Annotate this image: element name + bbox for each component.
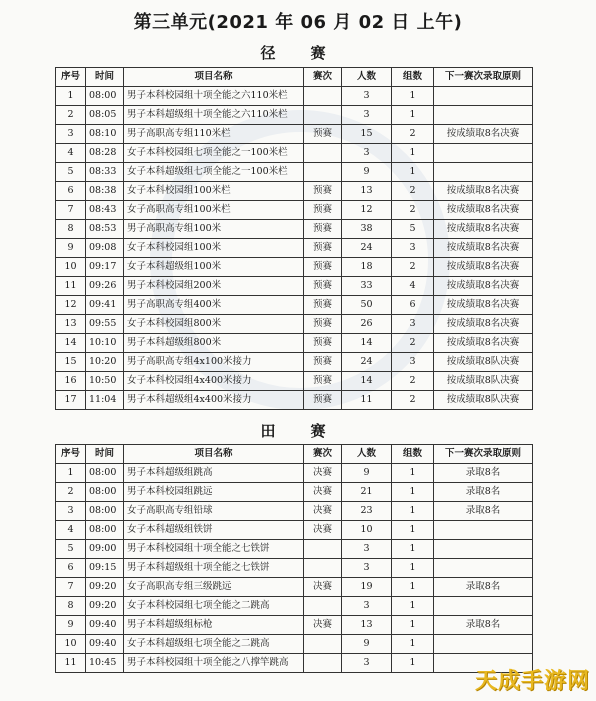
cell-rule: 按成绩取8名决赛 [434, 220, 533, 239]
cell-time: 09:40 [86, 635, 124, 654]
cell-round [304, 597, 342, 616]
cell-index: 12 [56, 296, 86, 315]
cell-time: 08:43 [86, 201, 124, 220]
cell-groups: 2 [392, 125, 434, 144]
table-row [56, 502, 533, 521]
table-header-row [56, 68, 533, 87]
cell-count: 18 [342, 258, 392, 277]
cell-count: 50 [342, 296, 392, 315]
cell-time: 09:55 [86, 315, 124, 334]
cell-event: 男子本科校园组十项全能之六110米栏 [124, 87, 304, 106]
cell-event: 女子本科校园组七项全能之二跳高 [124, 597, 304, 616]
cell-groups: 1 [392, 483, 434, 502]
cell-round: 决赛 [304, 521, 342, 540]
cell-rule: 按成绩取8名决赛 [434, 201, 533, 220]
cell-event: 女子高职高专组铅球 [124, 502, 304, 521]
cell-rule: 按成绩取8名决赛 [434, 125, 533, 144]
cell-round: 预赛 [304, 125, 342, 144]
cell-event: 女子本科校园组4x400米接力 [124, 372, 304, 391]
cell-count: 3 [342, 144, 392, 163]
track-table-body [56, 87, 533, 410]
cell-index: 3 [56, 502, 86, 521]
cell-event: 男子本科校园组十项全能之八撑竿跳高 [124, 654, 304, 673]
cell-groups: 3 [392, 239, 434, 258]
cell-round [304, 540, 342, 559]
cell-index: 17 [56, 391, 86, 410]
cell-groups: 4 [392, 277, 434, 296]
cell-count: 14 [342, 334, 392, 353]
table-row [56, 106, 533, 125]
table-row [56, 258, 533, 277]
cell-round: 预赛 [304, 277, 342, 296]
table-row [56, 277, 533, 296]
cell-round [304, 635, 342, 654]
header-round: 赛次 [304, 445, 342, 464]
table-row [56, 315, 533, 334]
header-count: 人数 [342, 445, 392, 464]
cell-time: 10:45 [86, 654, 124, 673]
cell-round [304, 654, 342, 673]
cell-rule: 按成绩取8名决赛 [434, 277, 533, 296]
cell-event: 女子本科超级组100米 [124, 258, 304, 277]
cell-rule: 录取8名 [434, 464, 533, 483]
cell-time: 09:15 [86, 559, 124, 578]
cell-index: 8 [56, 220, 86, 239]
cell-rule: 按成绩取8名决赛 [434, 296, 533, 315]
cell-groups: 5 [392, 220, 434, 239]
cell-time: 08:05 [86, 106, 124, 125]
header-event: 项目名称 [124, 68, 304, 87]
cell-count: 9 [342, 163, 392, 182]
cell-groups: 1 [392, 578, 434, 597]
cell-count: 13 [342, 616, 392, 635]
cell-count: 9 [342, 635, 392, 654]
cell-index: 6 [56, 182, 86, 201]
track-section-title: 径 赛 [260, 44, 336, 62]
page-title: 第三单元(2021 年 06 月 02 日 上午) [133, 12, 463, 33]
cell-time: 08:00 [86, 521, 124, 540]
cell-index: 11 [56, 654, 86, 673]
cell-rule [434, 106, 533, 125]
cell-groups: 1 [392, 502, 434, 521]
cell-round [304, 144, 342, 163]
cell-time: 10:50 [86, 372, 124, 391]
cell-index: 1 [56, 87, 86, 106]
cell-index: 4 [56, 144, 86, 163]
table-row [56, 654, 533, 673]
cell-index: 4 [56, 521, 86, 540]
cell-groups: 2 [392, 201, 434, 220]
cell-count: 14 [342, 372, 392, 391]
cell-count: 3 [342, 654, 392, 673]
cell-event: 男子高职高专组400米 [124, 296, 304, 315]
cell-time: 08:28 [86, 144, 124, 163]
header-groups: 组数 [392, 445, 434, 464]
cell-groups: 1 [392, 597, 434, 616]
cell-index: 11 [56, 277, 86, 296]
field-table-body [56, 464, 533, 673]
cell-time: 08:33 [86, 163, 124, 182]
cell-time: 09:00 [86, 540, 124, 559]
cell-count: 13 [342, 182, 392, 201]
cell-round: 预赛 [304, 258, 342, 277]
cell-groups: 2 [392, 372, 434, 391]
cell-groups: 3 [392, 353, 434, 372]
cell-event: 男子本科校园组200米 [124, 277, 304, 296]
cell-count: 3 [342, 597, 392, 616]
table-row [56, 540, 533, 559]
cell-groups: 1 [392, 87, 434, 106]
header-event: 项目名称 [124, 445, 304, 464]
table-header-row [56, 445, 533, 464]
cell-count: 21 [342, 483, 392, 502]
field-section-title: 田 赛 [260, 422, 336, 440]
cell-time: 10:20 [86, 353, 124, 372]
header-rule: 下一赛次录取原则 [434, 445, 533, 464]
cell-index: 10 [56, 258, 86, 277]
cell-time: 08:53 [86, 220, 124, 239]
cell-count: 38 [342, 220, 392, 239]
field-schedule-table [55, 444, 533, 673]
cell-rule [434, 521, 533, 540]
table-row [56, 296, 533, 315]
cell-index: 7 [56, 578, 86, 597]
cell-time: 08:38 [86, 182, 124, 201]
cell-round: 预赛 [304, 391, 342, 410]
cell-count: 19 [342, 578, 392, 597]
cell-time: 09:40 [86, 616, 124, 635]
cell-count: 12 [342, 201, 392, 220]
cell-count: 23 [342, 502, 392, 521]
table-row [56, 87, 533, 106]
table-row [56, 163, 533, 182]
header-groups: 组数 [392, 68, 434, 87]
cell-rule: 按成绩取8名决赛 [434, 239, 533, 258]
header-time: 时间 [86, 445, 124, 464]
cell-time: 09:20 [86, 597, 124, 616]
cell-round: 预赛 [304, 182, 342, 201]
cell-event: 男子高职高专组110米栏 [124, 125, 304, 144]
table-row [56, 334, 533, 353]
table-row [56, 372, 533, 391]
cell-round [304, 559, 342, 578]
cell-event: 男子本科超级组跳高 [124, 464, 304, 483]
header-count: 人数 [342, 68, 392, 87]
cell-round: 预赛 [304, 315, 342, 334]
cell-count: 24 [342, 353, 392, 372]
cell-groups: 2 [392, 391, 434, 410]
cell-rule [434, 144, 533, 163]
cell-event: 女子本科校园组100米栏 [124, 182, 304, 201]
cell-round: 决赛 [304, 483, 342, 502]
cell-index: 3 [56, 125, 86, 144]
cell-rule [434, 597, 533, 616]
track-schedule-table [55, 67, 533, 410]
cell-round: 决赛 [304, 502, 342, 521]
cell-rule: 按成绩取8名决赛 [434, 182, 533, 201]
cell-round: 决赛 [304, 464, 342, 483]
cell-round: 预赛 [304, 372, 342, 391]
cell-event: 女子高职高专组三级跳远 [124, 578, 304, 597]
cell-count: 3 [342, 87, 392, 106]
cell-event: 女子本科校园组七项全能之一100米栏 [124, 144, 304, 163]
table-row [56, 391, 533, 410]
cell-rule: 按成绩取8名决赛 [434, 334, 533, 353]
cell-groups: 2 [392, 334, 434, 353]
cell-round [304, 163, 342, 182]
cell-groups: 1 [392, 163, 434, 182]
cell-rule: 按成绩取8队决赛 [434, 353, 533, 372]
cell-time: 09:17 [86, 258, 124, 277]
cell-rule [434, 163, 533, 182]
cell-groups: 1 [392, 635, 434, 654]
cell-time: 09:41 [86, 296, 124, 315]
header-time: 时间 [86, 68, 124, 87]
cell-round: 预赛 [304, 220, 342, 239]
table-row [56, 182, 533, 201]
table-row [56, 597, 533, 616]
cell-count: 3 [342, 559, 392, 578]
cell-index: 9 [56, 616, 86, 635]
cell-count: 3 [342, 540, 392, 559]
cell-index: 14 [56, 334, 86, 353]
cell-event: 男子本科超级组4x400米接力 [124, 391, 304, 410]
table-row [56, 201, 533, 220]
cell-time: 09:08 [86, 239, 124, 258]
cell-index: 7 [56, 201, 86, 220]
table-row [56, 353, 533, 372]
cell-round: 预赛 [304, 239, 342, 258]
cell-event: 男子高职高专组4x100米接力 [124, 353, 304, 372]
cell-event: 女子本科超级组七项全能之二跳高 [124, 635, 304, 654]
cell-event: 女子本科校园组800米 [124, 315, 304, 334]
cell-time: 08:00 [86, 464, 124, 483]
cell-time: 10:10 [86, 334, 124, 353]
table-row [56, 635, 533, 654]
cell-count: 24 [342, 239, 392, 258]
cell-index: 6 [56, 559, 86, 578]
cell-index: 13 [56, 315, 86, 334]
cell-index: 8 [56, 597, 86, 616]
cell-event: 男子本科校园组跳远 [124, 483, 304, 502]
cell-rule: 按成绩取8队决赛 [434, 391, 533, 410]
cell-time: 09:20 [86, 578, 124, 597]
cell-index: 9 [56, 239, 86, 258]
header-index: 序号 [56, 68, 86, 87]
cell-index: 15 [56, 353, 86, 372]
cell-index: 10 [56, 635, 86, 654]
cell-count: 33 [342, 277, 392, 296]
cell-index: 1 [56, 464, 86, 483]
cell-rule: 录取8名 [434, 578, 533, 597]
cell-groups: 2 [392, 258, 434, 277]
table-row [56, 464, 533, 483]
table-row [56, 220, 533, 239]
cell-count: 11 [342, 391, 392, 410]
cell-time: 08:10 [86, 125, 124, 144]
cell-index: 16 [56, 372, 86, 391]
cell-groups: 1 [392, 559, 434, 578]
cell-count: 26 [342, 315, 392, 334]
cell-groups: 1 [392, 144, 434, 163]
cell-round: 决赛 [304, 578, 342, 597]
cell-count: 9 [342, 464, 392, 483]
cell-index: 2 [56, 106, 86, 125]
cell-groups: 1 [392, 521, 434, 540]
cell-count: 3 [342, 106, 392, 125]
cell-event: 男子高职高专组100米 [124, 220, 304, 239]
cell-rule: 按成绩取8队决赛 [434, 372, 533, 391]
cell-event: 女子本科校园组100米 [124, 239, 304, 258]
cell-groups: 1 [392, 540, 434, 559]
header-index: 序号 [56, 445, 86, 464]
cell-event: 男子本科超级组标枪 [124, 616, 304, 635]
cell-round: 预赛 [304, 334, 342, 353]
cell-time: 08:00 [86, 502, 124, 521]
cell-time: 11:04 [86, 391, 124, 410]
cell-rule [434, 635, 533, 654]
cell-groups: 1 [392, 616, 434, 635]
header-rule: 下一赛次录取原则 [434, 68, 533, 87]
cell-event: 女子本科超级组七项全能之一100米栏 [124, 163, 304, 182]
table-row [56, 239, 533, 258]
cell-event: 男子本科超级组十项全能之六110米栏 [124, 106, 304, 125]
cell-index: 2 [56, 483, 86, 502]
cell-rule: 录取8名 [434, 483, 533, 502]
site-watermark: 天成手游网 [474, 669, 590, 694]
cell-round: 预赛 [304, 201, 342, 220]
cell-time: 08:00 [86, 483, 124, 502]
cell-count: 15 [342, 125, 392, 144]
cell-rule: 按成绩取8名决赛 [434, 258, 533, 277]
cell-event: 男子本科校园组十项全能之七铁饼 [124, 540, 304, 559]
cell-round: 预赛 [304, 353, 342, 372]
cell-rule: 按成绩取8名决赛 [434, 315, 533, 334]
header-round: 赛次 [304, 68, 342, 87]
cell-groups: 1 [392, 464, 434, 483]
cell-rule: 录取8名 [434, 502, 533, 521]
cell-event: 女子本科超级组铁饼 [124, 521, 304, 540]
table-row [56, 483, 533, 502]
cell-round [304, 87, 342, 106]
cell-round: 预赛 [304, 296, 342, 315]
cell-groups: 2 [392, 182, 434, 201]
cell-groups: 1 [392, 654, 434, 673]
table-row [56, 125, 533, 144]
cell-groups: 6 [392, 296, 434, 315]
cell-event: 男子本科超级组十项全能之七铁饼 [124, 559, 304, 578]
cell-groups: 3 [392, 315, 434, 334]
cell-event: 女子高职高专组100米栏 [124, 201, 304, 220]
table-row [56, 559, 533, 578]
cell-rule [434, 87, 533, 106]
cell-time: 08:00 [86, 87, 124, 106]
cell-rule [434, 540, 533, 559]
table-row [56, 578, 533, 597]
cell-event: 男子本科超级组800米 [124, 334, 304, 353]
table-row [56, 521, 533, 540]
cell-rule: 录取8名 [434, 616, 533, 635]
cell-time: 09:26 [86, 277, 124, 296]
cell-count: 10 [342, 521, 392, 540]
table-row [56, 616, 533, 635]
cell-index: 5 [56, 163, 86, 182]
cell-index: 5 [56, 540, 86, 559]
cell-rule [434, 559, 533, 578]
cell-round [304, 106, 342, 125]
table-row [56, 144, 533, 163]
cell-groups: 1 [392, 106, 434, 125]
cell-round: 决赛 [304, 616, 342, 635]
